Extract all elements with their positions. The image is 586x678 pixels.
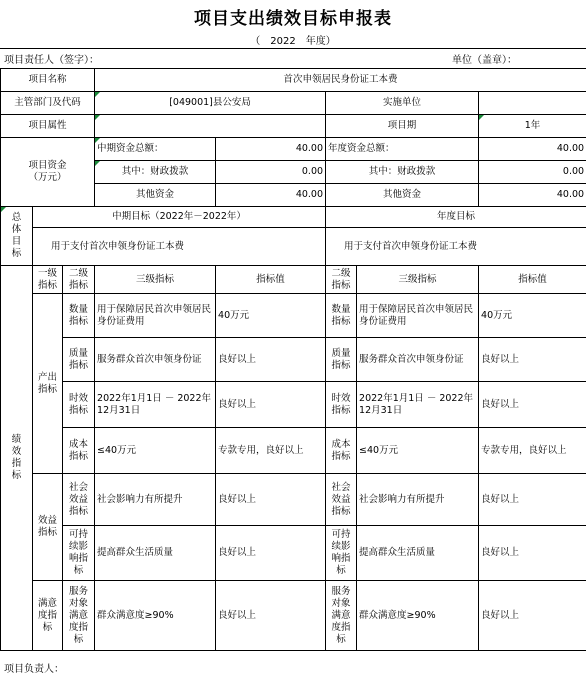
value-cell: 良好以上 <box>216 474 326 526</box>
table-row <box>1 382 586 428</box>
value-cell-year: 良好以上 <box>479 474 586 526</box>
value-cell-year: 良好以上 <box>479 338 586 382</box>
level3-cell-year: 群众满意度≥90% <box>357 581 479 651</box>
mid-other-value: 40.00 <box>216 184 326 207</box>
year-goal-text: 用于支付首次申领身份证工本费 <box>326 228 586 266</box>
level3-cell-year: 社会影响力有所提升 <box>357 474 479 526</box>
level3-cell-year: ≤40万元 <box>357 428 479 474</box>
level2-cell-year: 服务 对象 满意 度指 标 <box>326 581 357 651</box>
mid-total-label: 中期资金总额： <box>95 138 216 161</box>
level2-cell-year: 成本 指标 <box>326 428 357 474</box>
overall-goals-label: 总 体 目 标 <box>1 207 33 266</box>
level3-cell-year: 用于保障居民首次申领居民身份证费用 <box>357 294 479 338</box>
project-leader-label: 项目负责人： <box>4 664 64 675</box>
level2-cell-year: 可持 续影 响指 标 <box>326 526 357 581</box>
level2-cell-year: 社会 效益 指标 <box>326 474 357 526</box>
row-goals-text <box>1 228 586 266</box>
satisfaction-indicators-label: 满意 度指 标 <box>33 581 63 651</box>
level2-cell-year: 数量 指标 <box>326 294 357 338</box>
year-total-value: 40.00 <box>479 138 586 161</box>
header-level2: 二级 指标 <box>63 266 95 294</box>
output-indicators-label: 产出 指标 <box>33 294 63 474</box>
level2-cell: 数量 指标 <box>63 294 95 338</box>
level2-cell: 质量 指标 <box>63 338 95 382</box>
value-cell: 40万元 <box>216 294 326 338</box>
level3-cell: 2022年1月1日 － 2022年12月31日 <box>95 382 216 428</box>
row-attribute <box>1 115 586 138</box>
year-other-label: 其他资金 <box>326 184 479 207</box>
level2-cell: 社会 效益 指标 <box>63 474 95 526</box>
level2-cell-year: 质量 指标 <box>326 338 357 382</box>
divider <box>0 48 586 49</box>
value-cell-year: 40万元 <box>479 294 586 338</box>
mid-goal-text: 用于支付首次申领身份证工本费 <box>33 228 326 266</box>
value-cell: 良好以上 <box>216 581 326 651</box>
value-cell-year: 良好以上 <box>479 581 586 651</box>
performance-table <box>0 68 586 651</box>
mid-other-label: 其他资金 <box>95 184 216 207</box>
level3-cell: 服务群众首次申领身份证 <box>95 338 216 382</box>
row-indicator-header <box>1 266 586 294</box>
level2-cell: 时效 指标 <box>63 382 95 428</box>
header-level1: 一级 指标 <box>33 266 63 294</box>
mid-fiscal-label: 其中：财政拨款 <box>95 161 216 184</box>
value-cell-year: 专款专用，良好以上 <box>479 428 586 474</box>
year-total-label: 年度资金总额： <box>326 138 479 161</box>
funds-label: 项目资金 （万元） <box>1 138 95 207</box>
year-goal-header: 年度目标 <box>326 207 586 228</box>
year-line: （ 2022 年度） <box>250 36 336 47</box>
level3-cell: 用于保障居民首次申领居民身份证费用 <box>95 294 216 338</box>
department-value: [049001]县公安局 <box>95 92 326 115</box>
value-cell: 良好以上 <box>216 382 326 428</box>
year-fiscal-value: 0.00 <box>479 161 586 184</box>
level2-cell-year: 时效 指标 <box>326 382 357 428</box>
project-name-label: 项目名称 <box>1 69 95 92</box>
table-row <box>1 526 586 581</box>
table-row <box>1 294 586 338</box>
mid-total-value: 40.00 <box>216 138 326 161</box>
performance-indicators-label: 绩 效 指 标 <box>1 266 33 651</box>
implementing-unit-value <box>479 92 586 115</box>
department-label: 主管部门及代码 <box>1 92 95 115</box>
table-row <box>1 428 586 474</box>
level3-cell: 社会影响力有所提升 <box>95 474 216 526</box>
level3-cell-year: 2022年1月1日 － 2022年12月31日 <box>357 382 479 428</box>
table-row <box>1 581 586 651</box>
header-value: 指标值 <box>216 266 326 294</box>
value-cell-year: 良好以上 <box>479 526 586 581</box>
mid-goal-header: 中期目标（2022年－2022年） <box>33 207 326 228</box>
period-label: 项目期 <box>326 115 479 138</box>
header-value-year: 指标值 <box>479 266 586 294</box>
level3-cell: 提高群众生活质量 <box>95 526 216 581</box>
row-goals-header <box>1 207 586 228</box>
level3-cell: ≤40万元 <box>95 428 216 474</box>
unit-label: 单位（盖章）： <box>452 55 517 66</box>
benefit-indicators-label: 效益 指标 <box>33 474 63 581</box>
value-cell: 专款专用，良好以上 <box>216 428 326 474</box>
value-cell: 良好以上 <box>216 526 326 581</box>
level2-cell: 可持 续影 响指 标 <box>63 526 95 581</box>
responsible-label: 项目责任人（签字）： <box>4 55 99 66</box>
attribute-value <box>95 115 326 138</box>
level2-cell: 成本 指标 <box>63 428 95 474</box>
row-project-name <box>1 69 586 92</box>
period-value: 1年 <box>479 115 586 138</box>
header-level3-year: 三级指标 <box>357 266 479 294</box>
level3-cell-year: 服务群众首次申领身份证 <box>357 338 479 382</box>
year-other-value: 40.00 <box>479 184 586 207</box>
level3-cell: 群众满意度≥90% <box>95 581 216 651</box>
header-level3: 三级指标 <box>95 266 216 294</box>
header-level2-year: 二级 指标 <box>326 266 357 294</box>
row-funds-total <box>1 138 586 161</box>
level3-cell-year: 提高群众生活质量 <box>357 526 479 581</box>
level2-cell: 服务 对象 满意 度指 标 <box>63 581 95 651</box>
implementing-unit-label: 实施单位 <box>326 92 479 115</box>
row-department <box>1 92 586 115</box>
year-fiscal-label: 其中：财政拨款 <box>326 161 479 184</box>
table-row <box>1 338 586 382</box>
value-cell-year: 良好以上 <box>479 382 586 428</box>
project-name-value: 首次申领居民身份证工本费 <box>95 69 586 92</box>
attribute-label: 项目属性 <box>1 115 95 138</box>
page-title: 项目支出绩效目标申报表 <box>194 9 392 29</box>
value-cell: 良好以上 <box>216 338 326 382</box>
table-row <box>1 474 586 526</box>
mid-fiscal-value: 0.00 <box>216 161 326 184</box>
